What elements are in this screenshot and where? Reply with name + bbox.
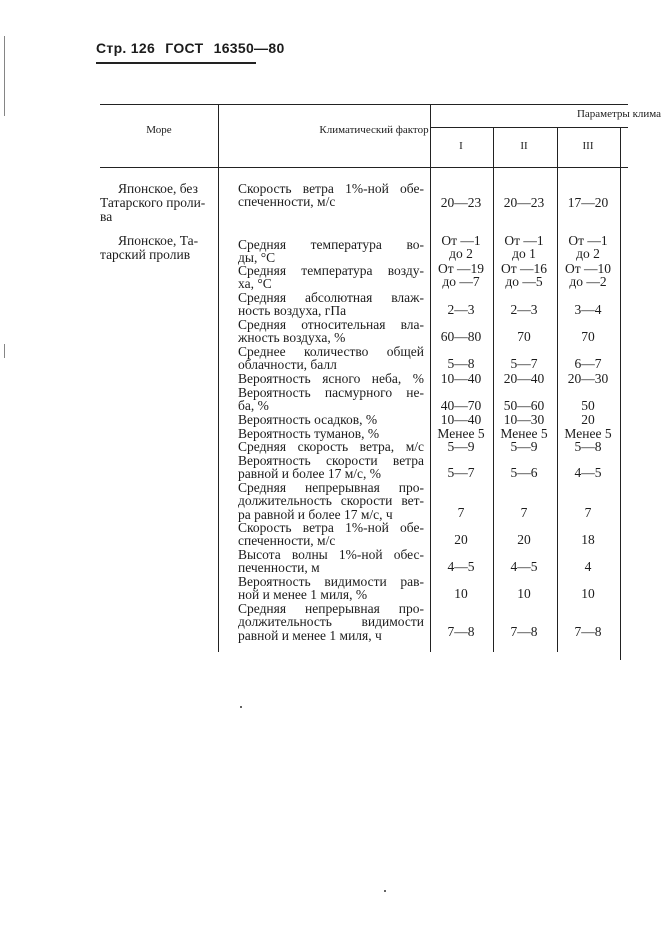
factor-line: ность воздуха, гПа [238, 303, 347, 319]
value-line: От —1 [568, 233, 608, 248]
col-header-ii: II [520, 140, 528, 152]
factor-cell [238, 481, 424, 521]
factor-line: Средняя температура во- [238, 237, 424, 252]
col-divider-iii [620, 127, 621, 660]
value-line: От —16 [500, 261, 548, 276]
value-iii: 4 [584, 559, 592, 574]
factor-line: должительность скорости вет- [238, 493, 424, 509]
factor-cell [238, 602, 424, 642]
value-iii: 5—8 [574, 439, 602, 454]
factor-line: равной и более 17 м/с, % [238, 466, 381, 482]
value-i: 10—40 [440, 412, 482, 427]
value-line: до —7 [442, 274, 480, 290]
value-i: Менее 5 [437, 426, 485, 441]
col-header-params: Параметры клима [576, 108, 662, 120]
header-underline [96, 62, 256, 64]
factor-line: Среднее количество общей [238, 344, 424, 359]
factor-line: Высота волны 1%-ной обес- [238, 547, 424, 562]
value-ii: 50—60 [503, 398, 545, 413]
value-ii [493, 234, 555, 261]
value-iii: 20 [581, 412, 595, 427]
scan-speck [384, 890, 386, 892]
value-iii: 4—5 [574, 465, 602, 480]
value-line: От —10 [564, 261, 612, 276]
factor-line: Скорость ветра 1%-ной обе- [238, 181, 424, 196]
sea-name-line: Японское, без [118, 181, 198, 196]
factor-cell [238, 372, 424, 385]
header-bottom-rule [100, 167, 628, 168]
value-iii [557, 262, 619, 289]
factor-line: Средняя непрерывная про- [238, 480, 424, 495]
value-i: 2—3 [447, 302, 475, 317]
value-line: до —5 [505, 274, 543, 290]
sea-name-line: тарский пролив [100, 247, 191, 262]
value-line: до 2 [449, 246, 473, 262]
value-i: 40—70 [440, 398, 482, 413]
col-header-i: I [459, 140, 463, 152]
value-line: От —1 [504, 233, 544, 248]
factor-line: спеченности, м/с [238, 533, 336, 549]
factor-line: Средняя температура возду- [238, 263, 424, 278]
sea-name [100, 182, 218, 224]
factor-line: ды, °С [238, 250, 276, 266]
factor-cell [238, 440, 424, 453]
factor-line: Вероятность видимости рав- [238, 574, 424, 589]
factor-line: ба, % [238, 398, 269, 414]
value-ii: 20 [517, 532, 531, 547]
climate-parameters-table [100, 104, 662, 664]
scan-margin-mark [4, 36, 5, 116]
value-i: 20—23 [440, 195, 482, 210]
value-iii: 17—20 [567, 195, 609, 210]
sea-name-line: ва [100, 209, 113, 224]
col-header-factor: Климатический фактор [319, 124, 429, 136]
sea-name [100, 234, 218, 262]
value-iii: 3—4 [574, 302, 602, 317]
value-ii: 10—30 [503, 412, 545, 427]
factor-cell [238, 264, 424, 291]
value-i: 5—7 [447, 465, 475, 480]
value-i: 20 [454, 532, 468, 547]
factor-line: ра равной и более 17 м/с, ч [238, 506, 393, 522]
standard-number: 16350—80 [213, 40, 285, 56]
factor-cell [238, 386, 424, 413]
value-iii: 70 [581, 329, 595, 344]
col-divider-sea [218, 104, 219, 652]
value-ii: 7 [520, 505, 528, 520]
col-header-iii: III [582, 140, 594, 152]
value-ii: 7—8 [510, 624, 538, 639]
factor-line: ной и менее 1 миля, % [238, 587, 368, 603]
value-i: 5—8 [447, 356, 475, 371]
value-ii: Менее 5 [500, 426, 548, 441]
factor-cell [238, 318, 424, 345]
factor-line: печенности, м [238, 560, 320, 576]
value-i [430, 262, 492, 289]
value-i: 7 [457, 505, 465, 520]
scan-margin-mark [4, 344, 5, 358]
value-ii: 20—23 [503, 195, 545, 210]
value-iii: 50 [581, 398, 595, 413]
factor-cell [238, 345, 424, 372]
factor-line: равной и менее 1 миля, ч [238, 627, 382, 643]
value-iii: 18 [581, 532, 595, 547]
value-iii: 7—8 [574, 624, 602, 639]
value-iii: 10 [581, 586, 595, 601]
value-i: 7—8 [447, 624, 475, 639]
value-i: 10 [454, 586, 468, 601]
value-ii: 10 [517, 586, 531, 601]
factor-line: спеченности, м/с [238, 194, 336, 210]
value-ii: 5—6 [510, 465, 538, 480]
page-number: Стр. 126 [96, 40, 156, 56]
value-ii [493, 262, 555, 289]
col-header-sea: Море [146, 124, 172, 136]
table-top-rule [100, 104, 628, 105]
value-iii: 7 [584, 505, 592, 520]
value-i [430, 234, 492, 261]
factor-line: Вероятность осадков, % [238, 412, 378, 427]
factor-cell [238, 575, 424, 602]
factor-line: должительность видимости [238, 614, 424, 630]
factor-cell [238, 238, 424, 265]
value-ii: 20—40 [503, 371, 545, 386]
scan-speck [240, 706, 242, 708]
factor-line: ха, °С [238, 276, 272, 292]
factor-line: Вероятность скорости ветра [238, 453, 424, 468]
value-ii: 5—9 [510, 439, 538, 454]
value-iii: 20—30 [567, 371, 609, 386]
factor-line: Вероятность ясного неба, % [238, 371, 424, 386]
factor-line: жность воздуха, % [238, 330, 346, 346]
factor-line: Вероятность туманов, % [238, 426, 380, 441]
value-line: От —19 [437, 261, 485, 276]
value-i: 5—9 [447, 439, 475, 454]
factor-line: облачности, балл [238, 357, 337, 373]
value-iii: Менее 5 [564, 426, 612, 441]
factor-line: Скорость ветра 1%-ной обе- [238, 520, 424, 535]
factor-cell [238, 454, 424, 481]
factor-line: Средняя абсолютная влаж- [238, 290, 424, 305]
sea-name-line: Татарского проли- [100, 195, 206, 210]
standard-label: ГОСТ [165, 40, 204, 56]
factor-cell [238, 182, 424, 209]
value-ii: 70 [517, 329, 531, 344]
value-ii: 2—3 [510, 302, 538, 317]
value-i: 10—40 [440, 371, 482, 386]
value-line: до 1 [512, 246, 536, 262]
value-iii: 6—7 [574, 356, 602, 371]
value-line: до —2 [569, 274, 607, 290]
value-i: 60—80 [440, 329, 482, 344]
value-i: 4—5 [447, 559, 475, 574]
factor-line: Средняя относительная вла- [238, 317, 424, 332]
factor-line: Вероятность пасмурного не- [238, 385, 424, 400]
factor-cell [238, 521, 424, 548]
value-iii [557, 234, 619, 261]
value-line: до 2 [576, 246, 600, 262]
value-line: От —1 [441, 233, 481, 248]
factor-line: Средняя скорость ветра, м/с [238, 439, 424, 454]
value-ii: 5—7 [510, 356, 538, 371]
value-ii: 4—5 [510, 559, 538, 574]
factor-cell [238, 291, 424, 318]
factor-line: Средняя непрерывная про- [238, 601, 424, 616]
page-header [96, 40, 285, 56]
sea-name-line: Японское, Та- [118, 233, 199, 248]
factor-cell [238, 548, 424, 575]
factor-cell [238, 413, 424, 426]
